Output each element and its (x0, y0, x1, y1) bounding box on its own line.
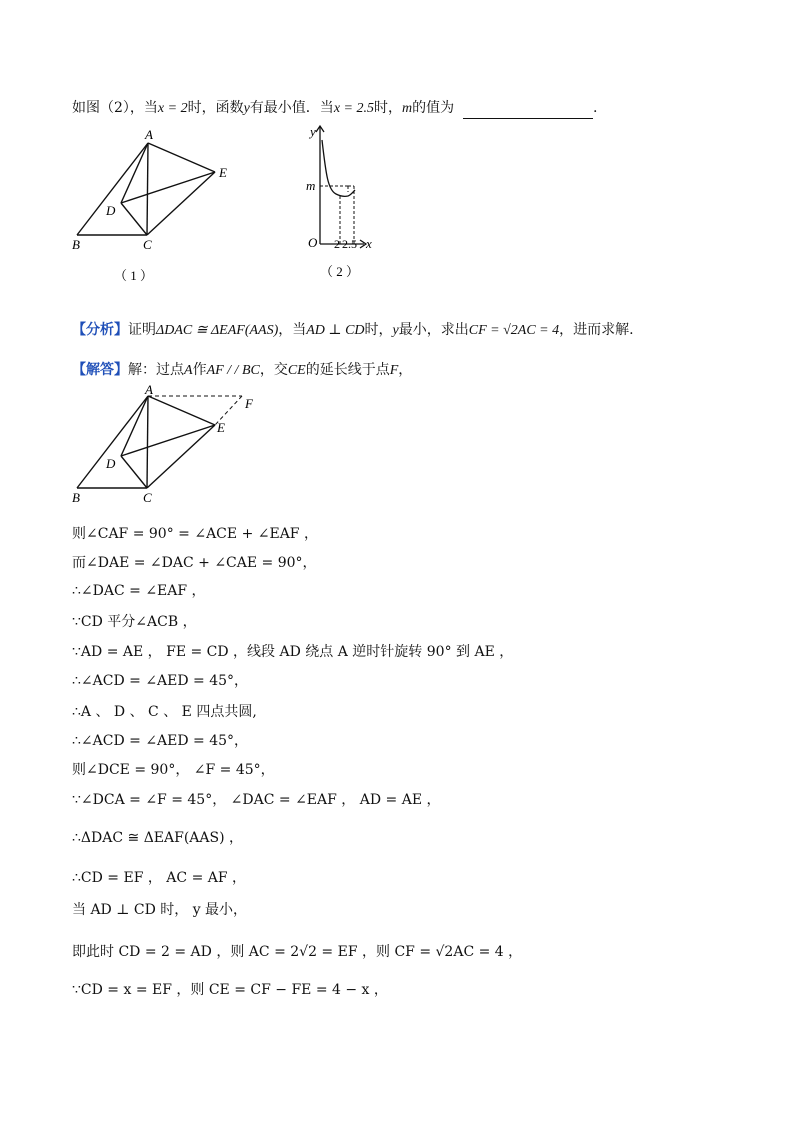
math-parallel: AF / / BC (206, 363, 260, 378)
step-line: ∵CD 平分∠ACB ， (72, 614, 197, 630)
label-B: B (72, 490, 80, 505)
step-line: 则∠CAF = 90° = ∠ACE + ∠EAF ， (72, 526, 318, 542)
question-text: 时，函数 (187, 100, 244, 116)
label-E: E (219, 165, 227, 180)
analysis-line (72, 320, 634, 341)
answer-line (72, 360, 412, 381)
math-x-eq-2-5: x = 2.5 (333, 101, 374, 116)
question-text: 有最小值．当 (249, 100, 334, 116)
question-end: . (593, 100, 598, 116)
analysis-text: ，进而求解. (559, 322, 634, 338)
step-line: 则∠DCE = 90°， ∠F = 45°， (72, 762, 275, 778)
answer-tag: 【解答】 (72, 362, 128, 378)
label-m: m (306, 178, 316, 193)
label-B: B (72, 237, 80, 252)
answer-text: 作 (192, 362, 207, 378)
figure-3 (60, 380, 280, 510)
answer-text: 解：过点 (128, 362, 184, 378)
math-congruence: ΔDAC ≅ ΔEAF(AAS) (156, 323, 279, 338)
step-line: ∴∠DAC = ∠EAF ， (72, 583, 206, 599)
math-y: y (392, 323, 399, 338)
step-line: ∵AD = AE ， FE = CD ，线段 AD 绕点 A 逆时针旋转 90° 到 AE ， (72, 644, 514, 660)
tick-2-5: 2.5 (342, 237, 357, 251)
question-line (72, 98, 597, 119)
label-E: E (217, 420, 225, 435)
figure-1-caption: （ 1 ） (114, 268, 154, 283)
label-D: D (106, 203, 116, 218)
answer-blank (463, 104, 593, 119)
figure-1 (60, 125, 260, 285)
step-line: ∵CD = x = EF ，则 CE = CF − FE = 4 − x ， (72, 982, 388, 998)
label-A: A (145, 382, 153, 397)
question-text: 时， (373, 100, 402, 116)
answer-text: ，交 (259, 362, 288, 378)
label-O: O (308, 235, 318, 250)
analysis-tag: 【分析】 (72, 322, 128, 338)
analysis-text: 最小，求出 (398, 322, 469, 338)
step-line: 而∠DAE = ∠DAC + ∠CAE = 90°， (72, 555, 317, 571)
question-text: 的值为 (412, 100, 455, 116)
math-perpendicular: AD ⊥ CD (306, 323, 365, 338)
figure-2 (300, 120, 410, 280)
math-m: m (401, 101, 413, 116)
step-line: ∴∠ACD = ∠AED = 45°， (72, 733, 249, 749)
step-line: ∴∠ACD = ∠AED = 45°， (72, 673, 249, 689)
step-line: ∴CD = EF ， AC = AF ， (72, 870, 247, 886)
math-cf: CF = √2AC = 4 (468, 323, 560, 338)
analysis-text: 证明 (128, 322, 156, 338)
label-C: C (143, 490, 152, 505)
question-text: 如图（2），当 (72, 100, 158, 116)
step-line: ∵∠DCA = ∠F = 45°， ∠DAC = ∠EAF ， AD = AE ， (72, 792, 441, 808)
analysis-text: ，当 (278, 322, 307, 338)
step-line: ∴ΔDAC ≅ ΔEAF(AAS) ， (72, 830, 244, 846)
math-CE: CE (287, 363, 306, 378)
math-y: y (243, 101, 250, 116)
axis-label-x: x (366, 236, 372, 251)
step-line: 即此时 CD = 2 = AD ，则 AC = 2√2 = EF ，则 CF = √2AC = 4 ， (72, 944, 523, 960)
math-F: F (389, 363, 399, 378)
label-F: F (245, 396, 253, 411)
axis-label-y: y (310, 124, 316, 139)
step-line: 当 AD ⊥ CD 时， y 最小， (72, 902, 248, 918)
label-D: D (106, 456, 116, 471)
tick-2: 2 (334, 237, 340, 251)
answer-text: 的延长线于点 (305, 362, 390, 378)
math-A: A (184, 363, 193, 378)
answer-text: ， (398, 362, 413, 378)
figure-2-caption: （ 2 ） (320, 264, 360, 279)
math-x-eq-2: x = 2 (157, 101, 188, 116)
analysis-text: 时， (364, 322, 393, 338)
label-A: A (145, 127, 153, 142)
label-C: C (143, 237, 152, 252)
step-line: ∴A 、 D 、 C 、 E 四点共圆, (72, 704, 257, 720)
